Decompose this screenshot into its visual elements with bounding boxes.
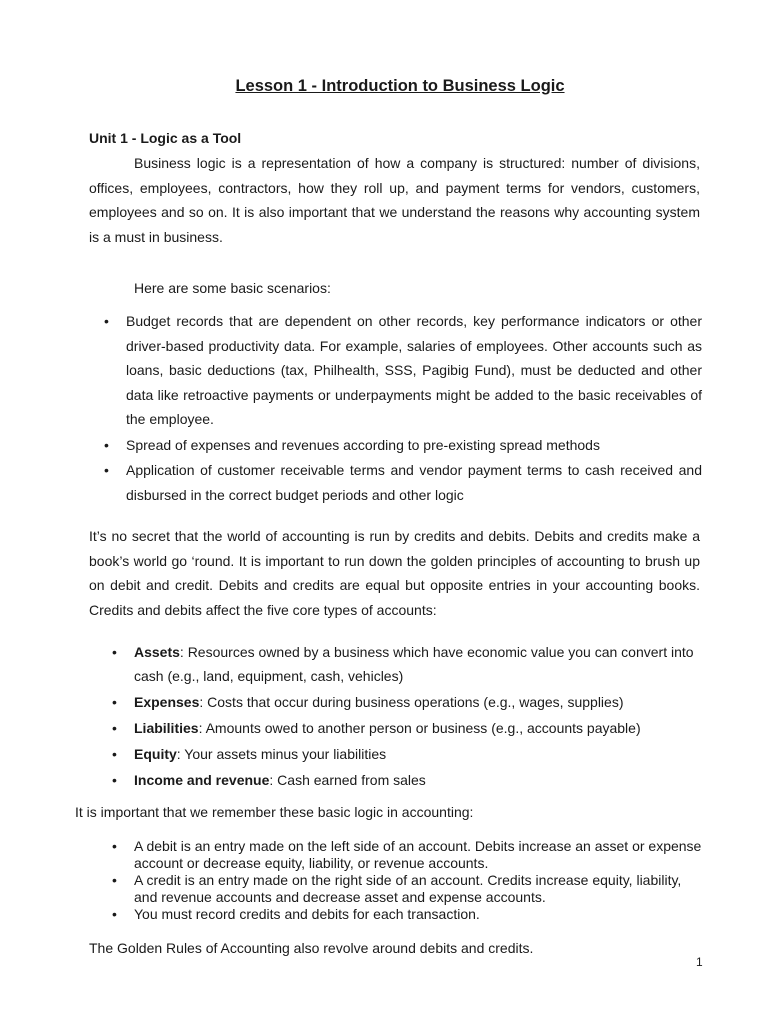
- list-item: [112, 640, 712, 688]
- list-item: [112, 690, 712, 714]
- page-number: 1: [696, 955, 703, 969]
- account-desc: : Cash earned from sales: [269, 772, 426, 788]
- account-term: Income and revenue: [134, 772, 270, 788]
- account-types-list: [112, 640, 712, 794]
- unit-heading: Unit 1 - Logic as a Tool: [89, 130, 242, 146]
- scenarios-list: [104, 309, 702, 508]
- account-term: Liabilities: [134, 720, 199, 736]
- account-desc: : Costs that occur during business operations (e.g., wages, supplies): [199, 694, 624, 710]
- list-item: [112, 768, 712, 792]
- account-term: Equity: [134, 746, 177, 762]
- list-item: • You must record credits and debits for each transaction.: [112, 906, 702, 923]
- list-item: [112, 716, 712, 740]
- account-term: Expenses: [134, 694, 200, 710]
- logic-rules-list: [112, 838, 702, 923]
- scenarios-intro: Here are some basic scenarios:: [134, 280, 331, 296]
- account-desc: : Your assets minus your liabilities: [176, 746, 387, 762]
- credits-debits-paragraph: It’s no secret that the world of accounting is run by credits and debits. Debits and credits make a book’s world go ‘round. It is important to run down the golden principles of accounting to brush up on debit and credit. Debits and credits are equal but opposite entries in your accounting books. Credits and debits affect the five core types of accounts:: [89, 528, 700, 618]
- list-item: • A credit is an entry made on the right side of an account. Credits increase equity, liability, and revenue accounts and decrease asset and expense accounts.: [112, 872, 702, 906]
- list-item: • Application of customer receivable terms and vendor payment terms to cash received and disbursed in the correct budget periods and other logic: [104, 458, 702, 507]
- golden-rules-sentence: The Golden Rules of Accounting also revolve around debits and credits.: [89, 940, 534, 956]
- list-item: • Budget records that are dependent on other records, key performance indicators or other driver-based productivity data. For example, salaries of employees. Other accounts such as loans, basic deductions (tax, Philhealth, SSS, Pagibig Fund), must be deducted and other data like retroactive payments or underpayments might be added to the basic receivables of the employee.: [104, 309, 702, 432]
- intro-paragraph: Business logic is a representation of how a company is structured: number of divisions, offices, employees, contractors, how they roll up, and payment terms for vendors, customers, employees and so on. It is also important that we understand the reasons why accounting system is a must in business.: [89, 155, 700, 245]
- page-title: Lesson 1 - Introduction to Business Logic: [235, 77, 565, 95]
- list-item: • Spread of expenses and revenues according to pre-existing spread methods: [104, 433, 702, 458]
- remember-intro: It is important that we remember these basic logic in accounting:: [75, 804, 474, 820]
- list-item: • A debit is an entry made on the left side of an account. Debits increase an asset or expense account or decrease equity, liability, or revenue accounts.: [112, 838, 702, 872]
- list-item: [112, 742, 712, 766]
- account-term: Assets: [134, 644, 180, 660]
- account-desc: : Amounts owed to another person or business (e.g., accounts payable): [198, 720, 641, 736]
- account-desc: : Resources owned by a business which have economic value you can convert into cash (e.g., land, equipment, cash, vehicles): [134, 644, 694, 684]
